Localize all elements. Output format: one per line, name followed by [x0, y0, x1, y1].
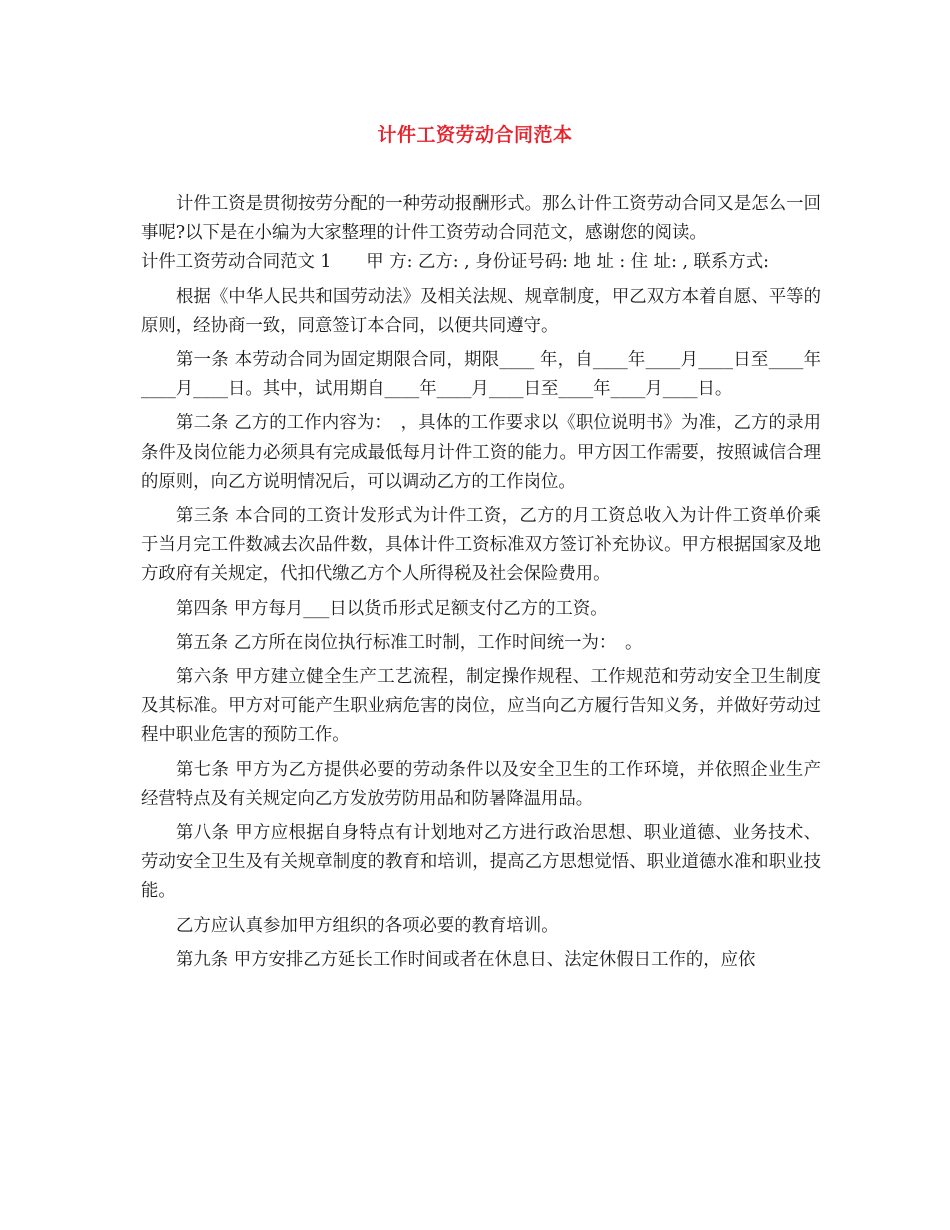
- paragraph-parties: 计件工资劳动合同范文 1 甲 方: 乙方: , 身份证号码: 地 址 : 住 址: , 联系方式:: [141, 252, 769, 273]
- document-body: [141, 190, 821, 975]
- paragraph-training: 乙方应认真参加甲方组织的各项必要的教育培训。: [176, 915, 559, 936]
- document-title: 计件工资劳动合同范本: [377, 124, 573, 146]
- paragraph-article-6: 第六条 甲方建立健全生产工艺流程，制定操作规程、工作规范和劳动安全卫生制度及其标准。甲方对可能产生职业病危害的岗位，应当向乙方履行告知义务，并做好劳动过程中职业危害的预防工作。: [141, 667, 821, 746]
- paragraph-preamble: 根据《中华人民共和国劳动法》及相关法规、规章制度，甲乙双方本着自愿、平等的原则，经协商一致，同意签订本合同，以便共同遵守。: [141, 286, 821, 336]
- paragraph-article-9: 第九条 甲方安排乙方延长工作时间或者在休息日、法定休假日工作的，应依: [176, 949, 756, 970]
- paragraph-article-2: 第二条 乙方的工作内容为： ，具体的工作要求以《职位说明书》为准，乙方的录用条件及岗位能力必须具有完成最低每月计件工资的能力。甲方因工作需要，按照诚信合理的原则，向乙方说明情况后，可以调动乙方的工作岗位。: [141, 413, 821, 492]
- paragraph-article-8: 第八条 甲方应根据自身特点有计划地对乙方进行政治思想、职业道德、业务技术、劳动安全卫生及有关规章制度的教育和培训，提高乙方思想觉悟、职业道德水准和职业技能。: [141, 823, 821, 902]
- paragraph-article-5: 第五条 乙方所在岗位执行标准工时制，工作时间统一为： 。: [176, 632, 643, 653]
- paragraph-article-3: 第三条 本合同的工资计发形式为计件工资，乙方的月工资总收入为计件工资单价乘于当月完工件数减去次品件数，具体计件工资标准双方签订补充协议。甲方根据国家及地方政府有关规定，代扣代缴乙方个人所得税及社会保险费用。: [141, 506, 821, 585]
- paragraph-article-1: 第一条 本劳动合同为固定期限合同，期限____ 年，自____年____月____日至____年____月____日。其中，试用期自____年____月____日至____年____月____日。: [141, 350, 821, 400]
- paragraph-article-7: 第七条 甲方为乙方提供必要的劳动条件以及安全卫生的工作环境，并依照企业生产经营特点及有关规定向乙方发放劳防用品和防暑降温用品。: [141, 759, 821, 809]
- paragraph-intro: 计件工资是贯彻按劳分配的一种劳动报酬形式。那么计件工资劳动合同又是怎么一回事呢?以下是在小编为大家整理的计件工资劳动合同范文，感谢您的阅读。: [141, 194, 821, 244]
- paragraph-article-4: 第四条 甲方每月___日以货币形式足额支付乙方的工资。: [176, 598, 608, 619]
